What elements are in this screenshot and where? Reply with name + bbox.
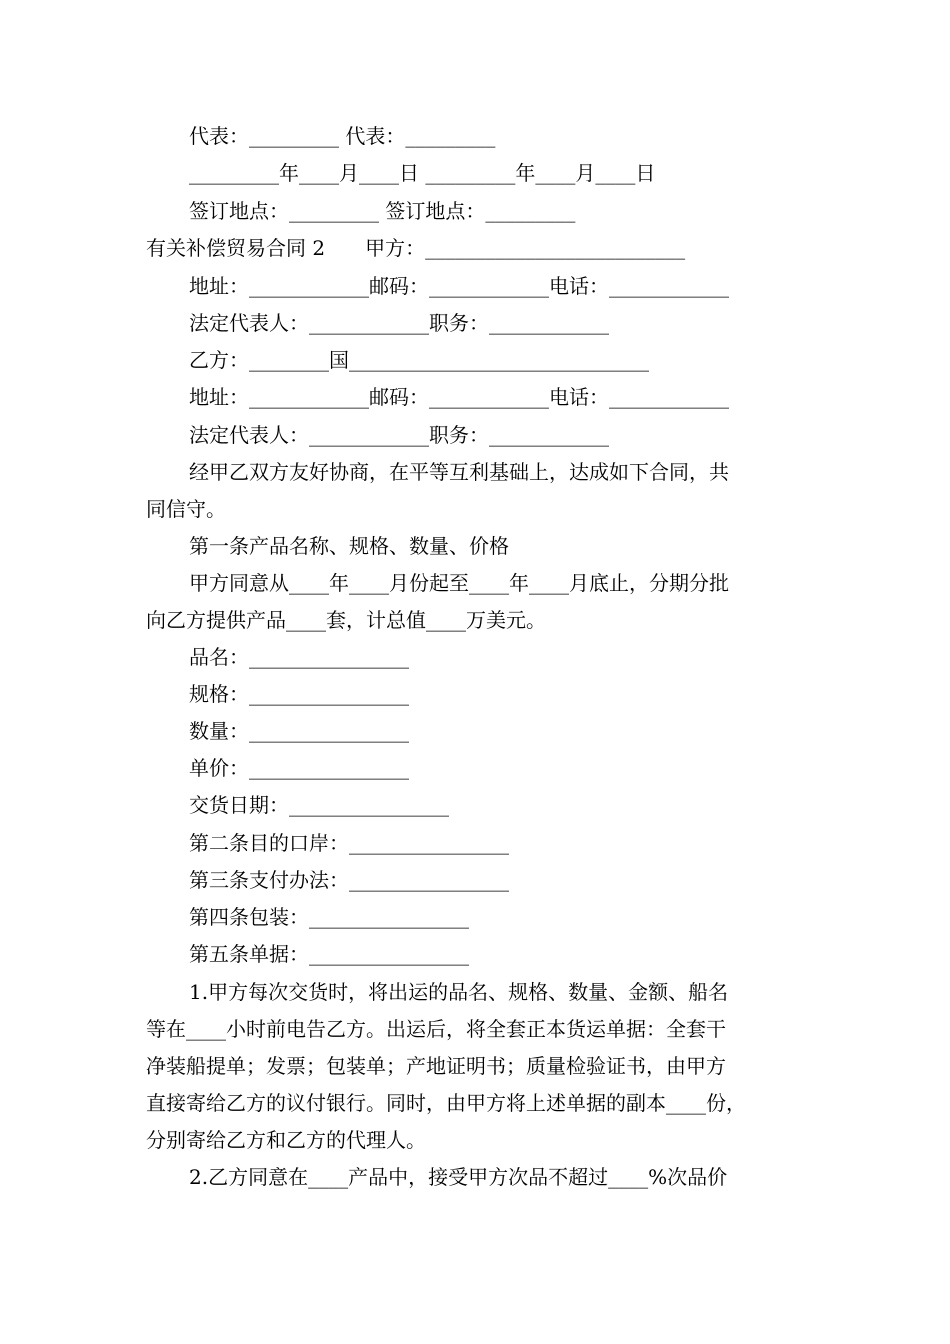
clause-1-line-4: 直接寄给乙方的议付银行。同时，由甲方将上述单据的副本____份， [146, 1091, 746, 1115]
party-b-line: 乙方：________国______________________________ [189, 348, 649, 372]
date-line: _________年____月____日 _________年____月____日 [189, 161, 656, 185]
clause-2-line-1: 2.乙方同意在____产品中，接受甲方次品不超过____%次品价 [189, 1165, 728, 1189]
signing-place-line: 签订地点：_________ 签订地点：_________ [189, 199, 576, 223]
delivery-date-field: 交货日期：________________ [189, 793, 449, 817]
article-5-documents: 第五条单据：________________ [189, 942, 469, 966]
article-3-payment: 第三条支付办法：________________ [189, 868, 509, 892]
article-1-text-2: 向乙方提供产品____套，计总值____万美元。 [146, 608, 546, 632]
clause-1-line-1: 1.甲方每次交货时，将出运的品名、规格、数量、金额、船名 [189, 980, 729, 1004]
contract-heading-line [146, 234, 816, 262]
clause-1-line-2: 等在____小时前电告乙方。出运后，将全套正本货运单据：全套干 [146, 1017, 726, 1041]
article-4-packing: 第四条包装：________________ [189, 905, 469, 929]
article-1-heading: 第一条产品名称、规格、数量、价格 [189, 534, 509, 558]
party-a-field: 甲方：__________________________ [365, 236, 686, 260]
party-b-legal-rep-line: 法定代表人：____________职务：____________ [189, 423, 609, 447]
party-a-address-line: 地址：____________邮码：____________电话：____________ [189, 274, 729, 298]
product-name-field: 品名：________________ [189, 645, 409, 669]
specification-field: 规格：________________ [189, 682, 409, 706]
contract-title: 有关补偿贸易合同 2 [146, 236, 326, 260]
representative-line: 代表：_________ 代表：_________ [189, 124, 496, 148]
quantity-field: 数量：________________ [189, 719, 409, 743]
article-2-port: 第二条目的口岸：________________ [189, 831, 509, 855]
party-b-address-line: 地址：____________邮码：____________电话：____________ [189, 385, 729, 409]
party-a-legal-rep-line: 法定代表人：____________职务：____________ [189, 311, 609, 335]
preamble-line-1: 经甲乙双方友好协商，在平等互利基础上，达成如下合同，共 [189, 460, 729, 484]
clause-1-line-3: 净装船提单；发票；包装单；产地证明书；质量检验证书，由甲方 [146, 1054, 726, 1078]
clause-1-line-5: 分别寄给乙方和乙方的代理人。 [146, 1128, 426, 1152]
unit-price-field: 单价：________________ [189, 756, 409, 780]
preamble-line-2: 同信守。 [146, 497, 226, 521]
article-1-text-1: 甲方同意从____年____月份起至____年____月底止，分期分批 [189, 571, 729, 595]
